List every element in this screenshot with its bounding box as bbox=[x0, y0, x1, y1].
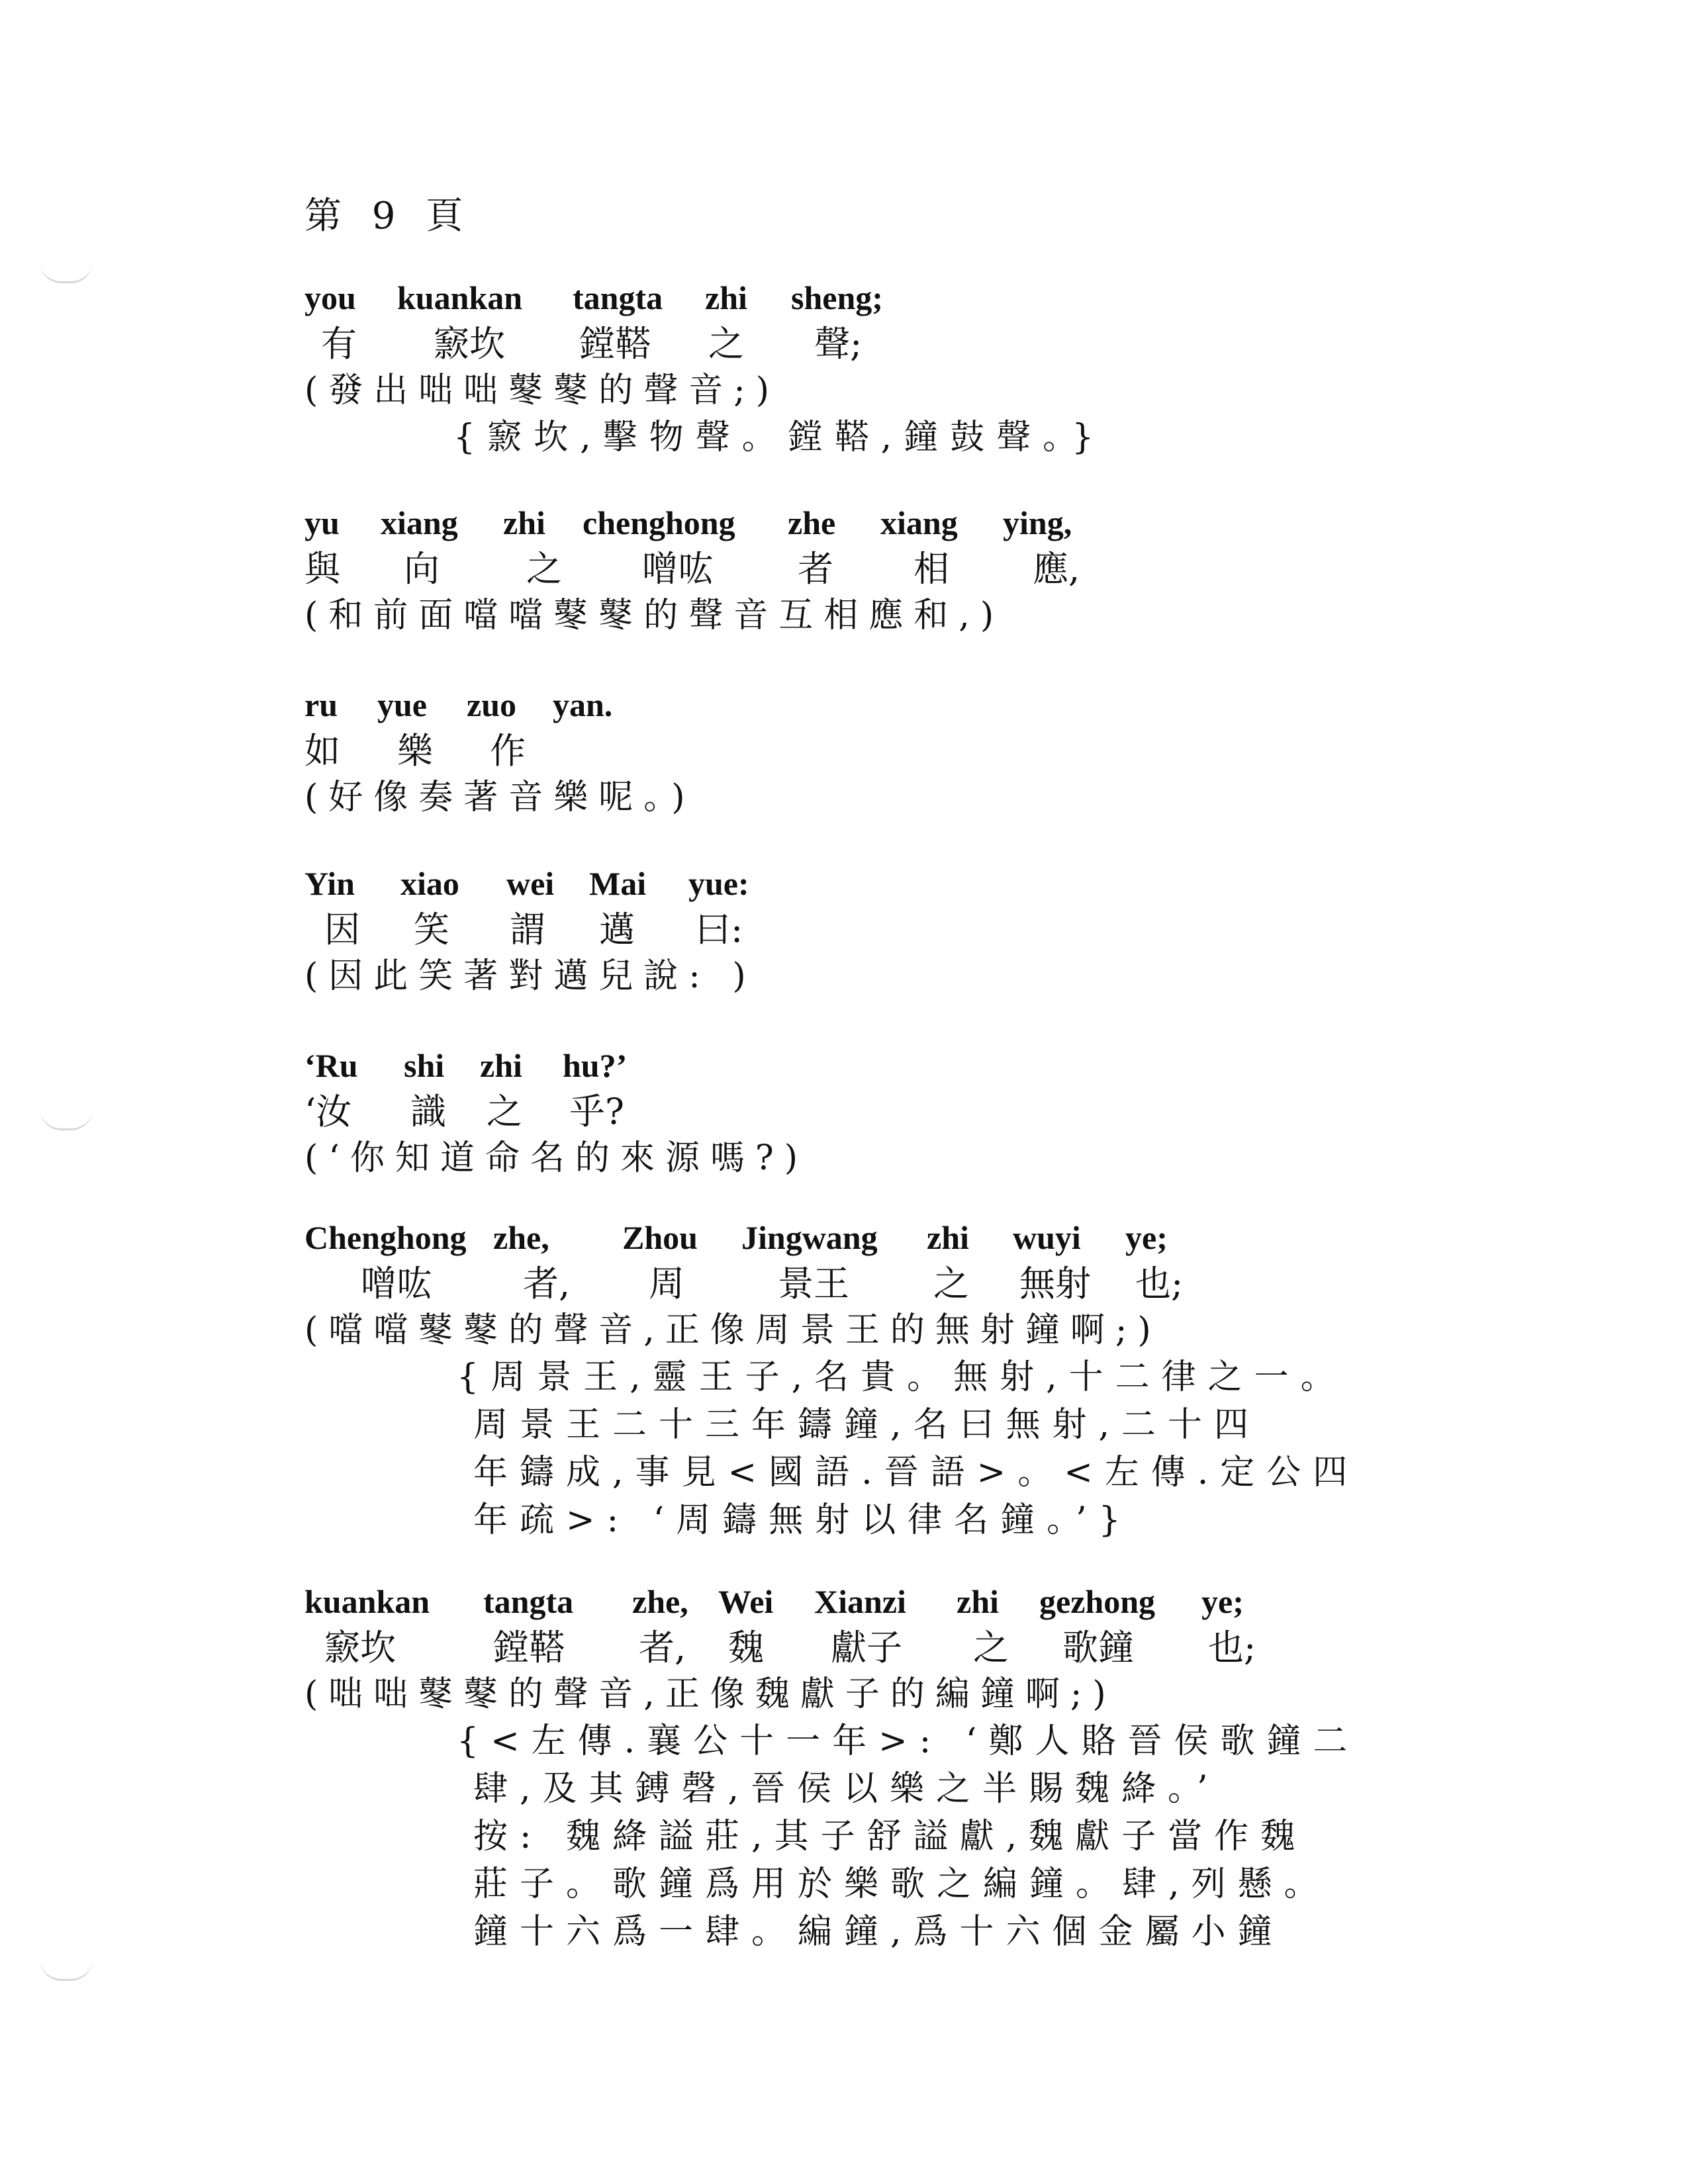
pinyin-word: zhi bbox=[705, 279, 747, 316]
pinyin-line bbox=[305, 500, 1072, 546]
translation-line: (好像奏著音樂呢。) bbox=[305, 778, 696, 817]
hanzi-word: 者, bbox=[523, 1263, 571, 1304]
hanzi-line bbox=[305, 907, 757, 953]
pinyin-word: sheng; bbox=[791, 279, 883, 316]
hanzi-word: 相 bbox=[914, 548, 949, 590]
pinyin-word: yue bbox=[377, 686, 427, 723]
hanzi-word: 者, bbox=[639, 1627, 686, 1668]
pinyin-word: ying, bbox=[1003, 504, 1072, 541]
pinyin-word: ye; bbox=[1201, 1583, 1244, 1620]
annotation-line: 年鑄成,事見<國語.晉語>。<左傳.定公四 bbox=[473, 1453, 1360, 1492]
pinyin-word: yue: bbox=[688, 865, 749, 902]
hanzi-word: 乎? bbox=[569, 1091, 624, 1132]
binder-hole-mark bbox=[40, 261, 93, 283]
pinyin-word: ye; bbox=[1125, 1219, 1168, 1256]
binder-hole-mark bbox=[40, 1959, 93, 1981]
pinyin-word: ‘Ru bbox=[305, 1047, 358, 1084]
hanzi-word: 鏜鞳 bbox=[579, 323, 651, 365]
pinyin-line bbox=[305, 860, 757, 907]
pinyin-word: zhi bbox=[503, 504, 545, 541]
hanzi-word: 景王 bbox=[778, 1263, 849, 1304]
hanzi-word: 有 bbox=[321, 323, 357, 365]
pinyin-word: kuankan bbox=[305, 1583, 430, 1620]
annotation-note bbox=[457, 1353, 1359, 1544]
hanzi-word: 之 bbox=[973, 1627, 1009, 1668]
pinyin-line bbox=[305, 1214, 1359, 1261]
hanzi-word: 也; bbox=[1135, 1263, 1184, 1304]
verse-block bbox=[305, 682, 696, 821]
pinyin-word: zhi bbox=[957, 1583, 999, 1620]
hanzi-word: 周 bbox=[649, 1263, 684, 1304]
hanzi-word: 笑 bbox=[414, 909, 449, 950]
annotation-line: 鐘十六爲一肆。編鐘,爲十六個金屬小鐘 bbox=[473, 1912, 1284, 1952]
annotation-note: {窾坎,擊物聲。鏜鞳,鐘鼓聲。} bbox=[453, 418, 1106, 457]
hanzi-word: 應, bbox=[1033, 548, 1080, 590]
hanzi-word: 向 bbox=[404, 548, 440, 590]
hanzi-line bbox=[305, 1625, 1359, 1671]
hanzi-word: 謂 bbox=[510, 909, 545, 950]
hanzi-word: 獻子 bbox=[831, 1627, 902, 1668]
annotation-line: {<左傳.襄公十一年>: ‘鄭人賂晉侯歌鐘二 bbox=[457, 1721, 1360, 1761]
hanzi-word: 聲; bbox=[814, 323, 863, 365]
hanzi-word: 之 bbox=[526, 548, 562, 590]
hanzi-word: ‘汝 bbox=[305, 1091, 352, 1132]
hanzi-word: 噌吰 bbox=[642, 548, 714, 590]
translation-line: (發出咄咄鼕鼕的聲音;) bbox=[305, 371, 780, 410]
pinyin-word: zhe, bbox=[493, 1219, 549, 1256]
pinyin-word: zhe, bbox=[632, 1583, 688, 1620]
pinyin-word: Yin bbox=[305, 865, 355, 902]
hanzi-word: 者 bbox=[798, 548, 833, 590]
pinyin-word: chenghong bbox=[583, 504, 735, 541]
translation-line: (和前面噹噹鼕鼕的聲音互相應和,) bbox=[305, 596, 1005, 635]
hanzi-word: 之 bbox=[933, 1263, 969, 1304]
hanzi-line bbox=[305, 546, 1080, 592]
pinyin-word: xiang bbox=[880, 504, 958, 541]
annotation-line: 肆,及其鎛磬,晉侯以樂之半賜魏絳。’ bbox=[473, 1769, 1220, 1809]
hanzi-word: 與 bbox=[305, 548, 340, 590]
pinyin-word: xiao bbox=[400, 865, 459, 902]
pinyin-line bbox=[305, 275, 1105, 321]
pinyin-word: zuo bbox=[467, 686, 516, 723]
pinyin-word: hu?’ bbox=[563, 1047, 628, 1084]
hanzi-word: 曰: bbox=[695, 909, 743, 950]
pinyin-word: tangta bbox=[483, 1583, 574, 1620]
hanzi-word: 歌鐘 bbox=[1062, 1627, 1134, 1668]
pinyin-word: Xianzi bbox=[814, 1583, 906, 1620]
translation-line: (噹噹鼕鼕的聲音,正像周景王的無射鐘啊;) bbox=[305, 1310, 1162, 1350]
translation-line: (因此笑著對邁兒說: ) bbox=[305, 956, 757, 996]
verse-block bbox=[305, 275, 1105, 461]
hanzi-word: 魏 bbox=[728, 1627, 764, 1668]
hanzi-word: 也; bbox=[1208, 1627, 1256, 1668]
annotation-note bbox=[457, 1717, 1359, 1956]
hanzi-word: 如 bbox=[305, 730, 340, 772]
hanzi-line bbox=[305, 1089, 808, 1135]
hanzi-word: 樂 bbox=[397, 730, 433, 772]
binder-hole-mark bbox=[40, 1109, 93, 1130]
translation-line: (咄咄鼕鼕的聲音,正像魏獻子的編鐘啊;) bbox=[305, 1674, 1117, 1714]
annotation-line: {周景王,靈王子,名貴。無射,十二律之一。 bbox=[457, 1357, 1347, 1397]
hanzi-line bbox=[305, 1261, 1359, 1307]
pinyin-word: xiang bbox=[381, 504, 458, 541]
pinyin-word: zhe bbox=[788, 504, 836, 541]
pinyin-word: you bbox=[305, 279, 356, 316]
pinyin-word: tangta bbox=[573, 279, 663, 316]
pinyin-word: yan. bbox=[553, 686, 613, 723]
verse-block bbox=[305, 1578, 1359, 1956]
translation-line: (‘你知道命名的來源嗎?) bbox=[305, 1138, 808, 1178]
pinyin-word: Wei bbox=[718, 1583, 774, 1620]
page-number: 第 9 頁 bbox=[305, 195, 473, 238]
hanzi-word: 噌吰 bbox=[361, 1263, 432, 1304]
pinyin-line bbox=[305, 1042, 808, 1089]
annotation-line: 周景王二十三年鑄鐘,名曰無射,二十四 bbox=[473, 1405, 1261, 1445]
hanzi-word: 因 bbox=[324, 909, 360, 950]
verse-block bbox=[305, 860, 757, 999]
hanzi-word: 作 bbox=[490, 730, 526, 772]
hanzi-word: 窾坎 bbox=[434, 323, 505, 365]
pinyin-word: wuyi bbox=[1013, 1219, 1081, 1256]
verse-block bbox=[305, 1042, 808, 1181]
pinyin-word: shi bbox=[404, 1047, 445, 1084]
pinyin-word: Zhou bbox=[622, 1219, 698, 1256]
pinyin-word: ru bbox=[305, 686, 338, 723]
pinyin-word: wei bbox=[506, 865, 555, 902]
annotation-line: 按: 魏絳謚莊,其子舒謚獻,魏獻子當作魏 bbox=[473, 1817, 1307, 1856]
hanzi-word: 邁 bbox=[599, 909, 635, 950]
hanzi-word: 無射 bbox=[1019, 1263, 1091, 1304]
pinyin-line bbox=[305, 1578, 1359, 1625]
hanzi-word: 鏜鞳 bbox=[493, 1627, 565, 1668]
hanzi-line bbox=[305, 321, 1105, 367]
hanzi-word: 識 bbox=[410, 1091, 446, 1132]
annotation-line: 年疏>: ‘周鑄無射以律名鐘。’} bbox=[473, 1500, 1133, 1540]
pinyin-word: zhi bbox=[480, 1047, 522, 1084]
pinyin-line bbox=[305, 682, 696, 728]
pinyin-word: Mai bbox=[589, 865, 647, 902]
pinyin-word: zhi bbox=[927, 1219, 969, 1256]
hanzi-line bbox=[305, 728, 696, 774]
hanzi-word: 之 bbox=[708, 323, 744, 365]
pinyin-word: Chenghong bbox=[305, 1219, 467, 1256]
pinyin-word: gezhong bbox=[1039, 1583, 1155, 1620]
pinyin-word: Jingwang bbox=[741, 1219, 878, 1256]
pinyin-word: yu bbox=[305, 504, 340, 541]
hanzi-word: 之 bbox=[487, 1091, 522, 1132]
pinyin-word: kuankan bbox=[397, 279, 523, 316]
verse-block bbox=[305, 1214, 1359, 1544]
verse-block bbox=[305, 500, 1080, 639]
hanzi-word: 窾坎 bbox=[324, 1627, 396, 1668]
annotation-line: 莊子。歌鐘爲用於樂歌之編鐘。肆,列懸。 bbox=[473, 1864, 1331, 1904]
